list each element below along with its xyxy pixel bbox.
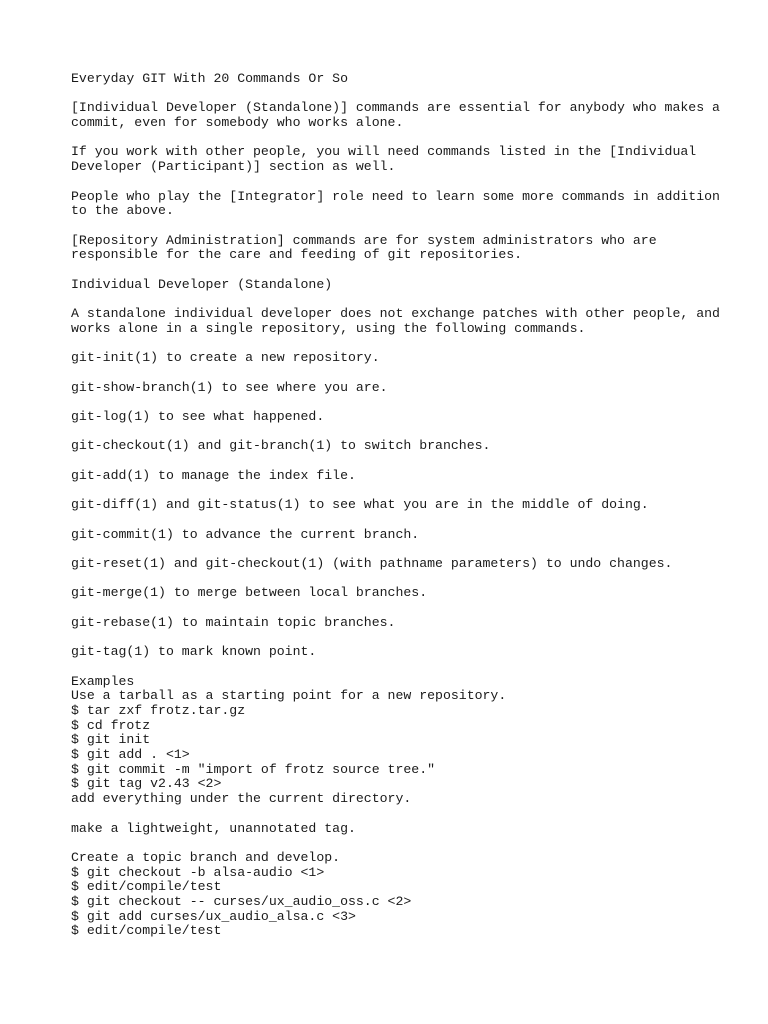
intro-paragraph: [Repository Administration] commands are for system administrators who are responsible for the care and feeding of git repositories. [71,232,657,263]
command-item: git-rebase(1) to maintain topic branches. [71,614,396,630]
section-intro: A standalone individual developer does not exchange patches with other people, and works alone in a single repository, using the following commands. [71,306,720,336]
code-line: $ edit/compile/test [71,879,222,895]
code-line: $ git add curses/ux_audio_alsa.c <3> [71,908,356,924]
code-line: $ git checkout -b alsa-audio <1> [71,864,325,880]
intro-paragraph: If you work with other people, you will need commands listed in the [Individual Developer (Participant)] section as well. [71,144,697,175]
code-line: $ tar zxf frotz.tar.gz [71,702,246,718]
intro-paragraph: People who play the [Integrator] role need to learn some more commands in addition to the above. [71,188,720,219]
document-page [71,72,731,954]
example-1 [71,675,731,807]
command-item: git-commit(1) to advance the current branch. [71,526,420,542]
example-description: Use a tarball as a starting point for a new repository. [71,688,507,704]
command-item: git-add(1) to manage the index file. [71,467,356,483]
example-description: Create a topic branch and develop. [71,849,341,865]
code-line: $ git commit -m "import of frotz source tree." [71,761,436,777]
section-heading: Individual Developer (Standalone) [71,276,333,292]
command-item: git-show-branch(1) to see where you are. [71,379,388,395]
example-note: make a lightweight, unannotated tag. [71,820,356,836]
command-item: git-init(1) to create a new repository. [71,350,380,366]
command-item: git-log(1) to see what happened. [71,409,325,425]
example-note: add everything under the current directory. [71,791,412,807]
command-item: git-tag(1) to mark known point. [71,644,317,660]
example-2 [71,851,731,939]
code-line: $ cd frotz [71,717,151,733]
code-line: $ edit/compile/test [71,923,222,939]
code-line: $ git init [71,732,151,748]
examples-heading: Examples [71,673,135,689]
code-line: $ git checkout -- curses/ux_audio_oss.c <2> [71,894,412,910]
command-item: git-reset(1) and git-checkout(1) (with pathname parameters) to undo changes. [71,555,673,571]
command-item: git-checkout(1) and git-branch(1) to switch branches. [71,438,491,454]
intro-paragraph: [Individual Developer (Standalone)] commands are essential for anybody who makes a commit, even for somebody who works alone. [71,100,720,131]
command-item: git-diff(1) and git-status(1) to see what you are in the middle of doing. [71,497,649,513]
command-item: git-merge(1) to merge between local branches. [71,585,428,601]
code-line: $ git tag v2.43 <2> [71,776,222,792]
code-line: $ git add . <1> [71,747,190,763]
document-title: Everyday GIT With 20 Commands Or So [71,71,348,86]
